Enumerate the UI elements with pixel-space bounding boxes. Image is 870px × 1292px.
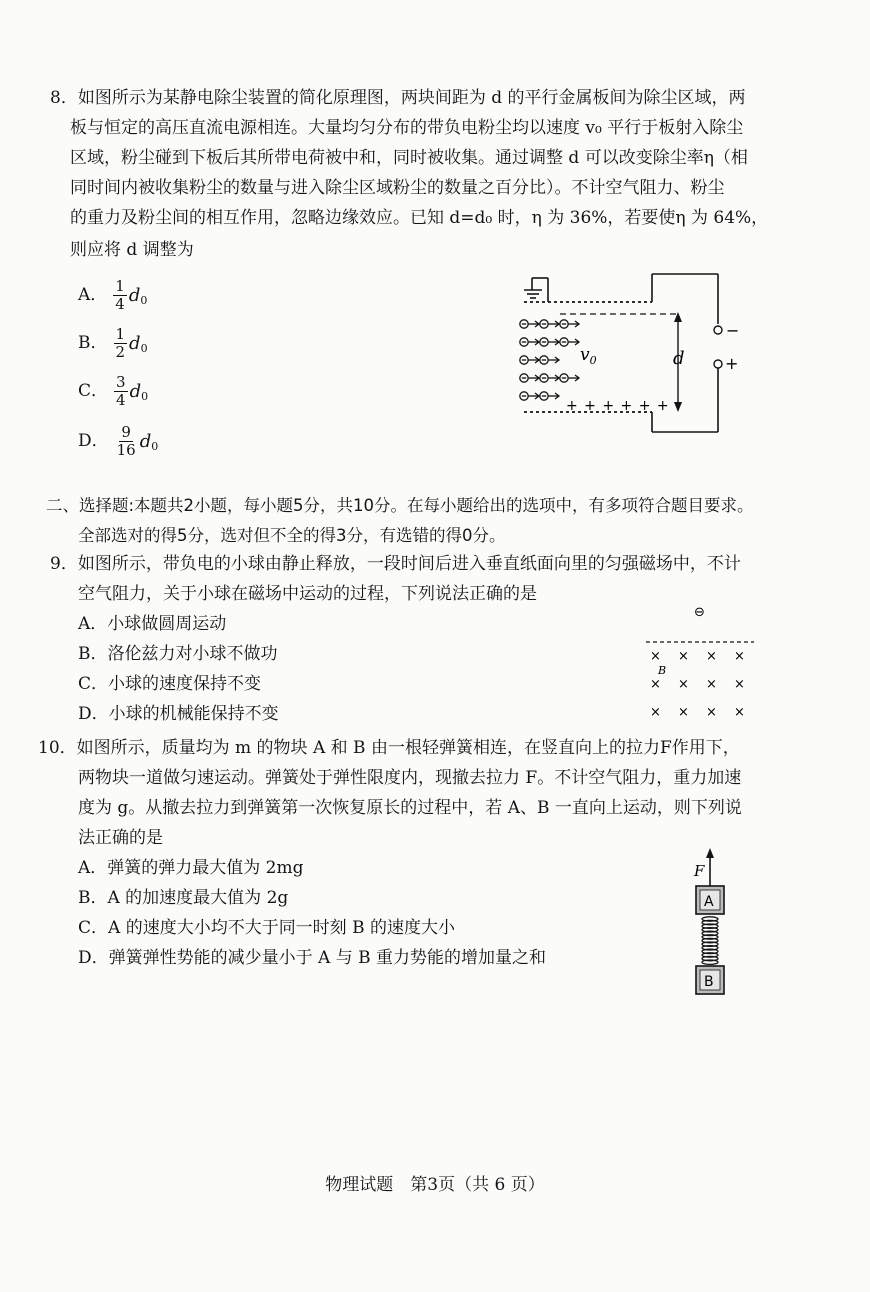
q10-option-c[interactable]: C．A 的速度大小均不大于同一时刻 B 的速度大小 (78, 918, 455, 938)
cross-icon: × (650, 649, 661, 664)
option-label: A． (78, 285, 108, 305)
option-label: D． (78, 431, 109, 451)
spring (702, 917, 718, 965)
q8-line-4: 同时间内被收集粉尘的数量与进入除尘区域粉尘的数量之百分比）。不计空气阻力、粉尘 (70, 178, 725, 198)
q8-line-5: 的重力及粉尘间的相互作用，忽略边缘效应。已知 d=d₀ 时，η 为 36%，若要使η 为 64%， (70, 208, 769, 228)
q10-line-3: 度为 g。从撤去拉力到弹簧第一次恢复原长的过程中，若 A、B 一直向上运动，则下列说 (78, 798, 742, 818)
block-a-label: A (704, 894, 714, 910)
q10-option-b[interactable]: B．A 的加速度最大值为 2g (78, 888, 289, 908)
q8-option-b[interactable]: B． $\frac{1}{2}$ $d_0$ (78, 325, 148, 361)
spring-blocks-diagram (686, 846, 736, 996)
fraction: $\frac{9}{16}$ (116, 423, 136, 459)
v0-label: $v_0$ (580, 345, 597, 367)
section-2-heading: 二、选择题:本题共2小题，每小题5分，共10分。在每小题给出的选项中，有多项符合题目要求。 (46, 496, 754, 515)
q10-line-4: 法正确的是 (78, 828, 163, 848)
cross-icon: × (678, 705, 689, 720)
q8-option-c[interactable]: C． $\frac{3}{4}$ $d_0$ (78, 373, 149, 409)
q10-line-1: 10．如图所示，质量均为 m 的物块 A 和 B 由一根轻弹簧相连，在竖直向上的拉力F作用下， (38, 738, 740, 758)
cross-icon: × (650, 677, 661, 692)
cross-icon: × (678, 677, 689, 692)
positive-charges: + + + + + + (566, 398, 670, 414)
minus-label: − (726, 321, 740, 340)
q8-option-d[interactable]: D． $\frac{9}{16}$ $d_0$ (78, 423, 159, 459)
q9-option-b[interactable]: B．洛伦兹力对小球不做功 (78, 644, 278, 664)
cross-icon: × (650, 705, 661, 720)
plus-label: + (725, 354, 739, 373)
q8-line-2: 板与恒定的高压直流电源相连。大量均匀分布的带负电粉尘均以速度 v₀ 平行于板射入除尘 (70, 118, 744, 138)
q8-line-3: 区域，粉尘碰到下板后其所带电荷被中和，同时被收集。通过调整 d 可以改变除尘率η（相 (70, 148, 748, 168)
q10-line-2: 两物块一道做匀速运动。弹簧处于弹性限度内，现撤去拉力 F。不计空气阻力，重力加速 (78, 768, 742, 788)
option-label: C． (78, 381, 109, 401)
ground-icon (524, 278, 548, 298)
cross-icon: × (706, 677, 717, 692)
q9-option-d[interactable]: D．小球的机械能保持不变 (78, 704, 279, 724)
q10-option-d[interactable]: D．弹簧弹性势能的减少量小于 A 与 B 重力势能的增加量之和 (78, 948, 547, 968)
dust-particles (520, 320, 579, 400)
q9-option-c[interactable]: C．小球的速度保持不变 (78, 674, 262, 694)
magnetic-field-diagram (640, 598, 760, 724)
q9-option-a[interactable]: A．小球做圆周运动 (78, 614, 227, 634)
cross-icon: × (734, 677, 745, 692)
plus-terminal-icon (714, 360, 722, 368)
q8-line-6: 则应将 d 调整为 (70, 240, 194, 260)
q8-option-a[interactable]: A． $\frac{1}{4}$ $d_0$ (78, 277, 148, 313)
field-label: B (658, 664, 667, 677)
fraction: $\frac{1}{4}$ (115, 277, 125, 313)
field-crosses (650, 649, 745, 720)
negative-ball-icon: ⊖ (694, 605, 705, 620)
q9-line-1: 9．如图所示，带负电的小球由静止释放，一段时间后进入垂直纸面向里的匀强磁场中，不计 (50, 554, 741, 574)
precipitator-diagram (510, 268, 750, 438)
q9-line-2: 空气阻力，关于小球在磁场中运动的过程，下列说法正确的是 (78, 584, 537, 604)
cross-icon: × (678, 649, 689, 664)
option-label: B． (78, 333, 108, 353)
cross-icon: × (734, 649, 745, 664)
page-footer: 物理试题 第3页（共 6 页） (325, 1175, 545, 1195)
fraction: $\frac{1}{2}$ (115, 325, 126, 361)
block-b-label: B (704, 974, 714, 990)
minus-terminal-icon (714, 326, 722, 334)
cross-icon: × (706, 705, 717, 720)
q10-option-a[interactable]: A．弹簧的弹力最大值为 2mg (78, 858, 304, 878)
cross-icon: × (706, 649, 717, 664)
d-label: d (673, 348, 685, 369)
force-label: F (694, 862, 705, 880)
section-2-instructions: 全部选对的得5分，选对但不全的得3分，有选错的得0分。 (78, 526, 506, 545)
fraction: $\frac{3}{4}$ (116, 373, 126, 409)
cross-icon: × (734, 705, 745, 720)
q8-line-1: 8．如图所示为某静电除尘装置的简化原理图，两块间距为 d 的平行金属板间为除尘区域，两 (50, 88, 746, 108)
